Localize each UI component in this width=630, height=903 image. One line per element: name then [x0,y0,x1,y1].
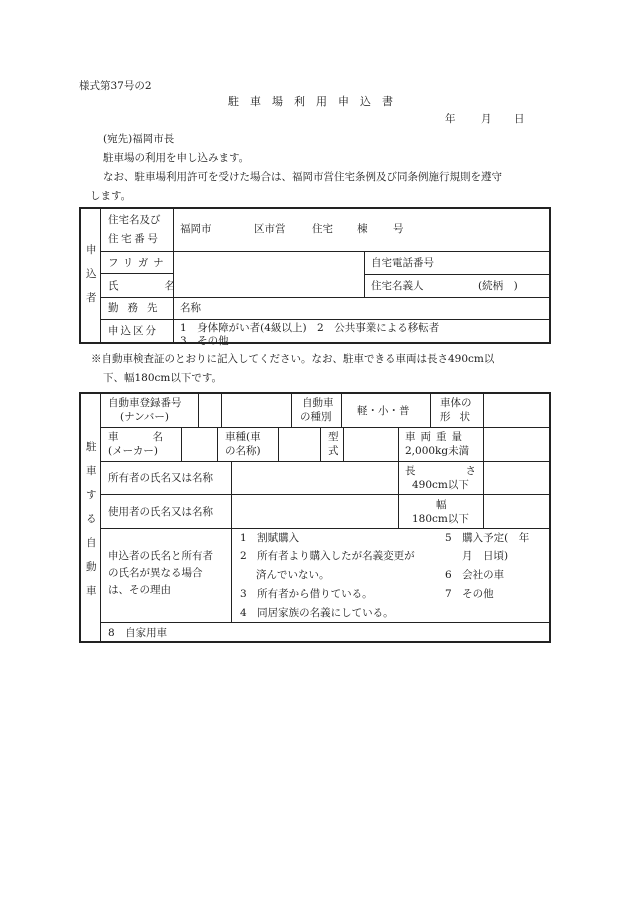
maker-label-1: 車名 [108,431,197,443]
table-line [483,392,484,427]
length-limit: 490cm以下 [412,479,469,491]
table-line [231,528,232,622]
date-year-label: 年 [445,113,456,125]
housing-jutaku: 住宅 [312,223,333,235]
table-line [398,427,399,461]
housing-label-2: 住宅番号 [108,233,161,245]
vehicle-section-label-3: す [86,489,97,501]
employer-name-label: 名称 [180,302,201,314]
maker-label-2: (メーカー) [108,445,158,457]
body-shape-label-2: 形状 [440,411,479,423]
housing-number: 号 [393,223,404,235]
table-line [320,427,321,461]
reason-3: 3 所有者から借りている。 [240,588,373,600]
table-line [430,392,431,427]
table-line [278,427,279,461]
housing-city: 福岡市 [180,223,212,235]
model-label-1: 車種(車 [225,431,261,443]
vehicle-section-label-4: る [86,513,97,525]
category-options-line-1: 1 身体障がい者(4級以上) 2 公共事業による移転者 [180,322,440,334]
reason-6: 6 会社の車 [445,569,505,581]
table-line [291,392,292,427]
vehicle-type-options: 軽・小・普 [357,405,410,417]
reason-1: 1 割賦購入 [240,532,300,544]
table-line [341,392,342,427]
page-title: 駐車場利用申込書 [228,95,404,108]
table-line [198,392,199,427]
vehicle-section-label-6: 動 [86,561,97,573]
owner-label: 所有者の氏名又は名称 [108,472,213,484]
table-line [173,207,174,344]
vehicle-type-label-1: 自動車 [302,397,334,409]
vehicle-type-label-2: の種別 [300,411,332,423]
housing-ward: 区市営 [254,223,286,235]
registration-label-2: (ナンバー) [120,411,169,423]
furigana-label: フリガナ [108,257,169,269]
table-line [100,319,550,320]
table-border [549,392,551,643]
reason-5b: 月 日頃) [462,550,509,562]
employer-label: 勤務先 [108,302,167,314]
user-label: 使用者の氏名又は名称 [108,506,213,518]
note-line-1: ※自動車検査証のとおりに記入してください。なお、駐車できる車両は長さ490cm以 [91,353,495,365]
applicant-section-label-3: 者 [86,292,97,304]
table-line [100,622,550,623]
width-limit: 180cm以下 [412,513,469,525]
registration-label-1: 自動車登録番号 [108,397,182,409]
weight-limit: 2,000kg未満 [405,445,470,457]
form-label-2: 式 [328,445,339,457]
table-border [79,392,81,643]
table-line [100,528,550,529]
housing-label-1: 住宅名及び [108,214,161,226]
category-options-line-2: 3 その他 [180,335,229,347]
housing-building: 棟 [357,223,368,235]
form-number: 様式第37号の2 [79,80,152,92]
note-line-2: 下、幅180cm以下です。 [103,372,223,384]
vehicle-section-label-5: 自 [86,537,97,549]
reason-7: 7 その他 [445,588,494,600]
table-border [79,641,551,643]
model-label-2: の名称) [225,445,261,457]
table-border [79,207,81,344]
reason-4: 4 同居家族の名義にしている。 [240,607,394,619]
width-label: 幅 [436,499,447,511]
table-line [364,251,365,298]
date-month-label: 月 [481,113,492,125]
vehicle-section-label-1: 駐 [86,441,97,453]
table-border [79,392,551,394]
reason-2a: 2 所有者より購入したが名義変更が [240,550,415,562]
date-day-label: 日 [514,113,525,125]
vehicle-section-label-7: 車 [86,585,97,597]
form-label-1: 型 [328,431,339,443]
table-line [100,392,101,643]
reason-5a: 5 購入予定( 年 [445,532,530,544]
table-border [79,207,551,209]
name-diff-label-3: は、その理由 [108,584,171,596]
relation-label: (続柄 ) [478,280,518,292]
table-line [100,297,550,298]
table-line [100,494,550,495]
name-diff-label-2: の氏名が異なる場合 [108,567,203,579]
table-line [100,207,101,344]
home-phone-label: 自宅電話番号 [371,257,434,269]
table-line [483,427,484,461]
name-label: 氏名 [108,280,221,292]
applicant-section-label-2: 込 [86,268,97,280]
table-border [79,342,551,344]
intro-line-1: 駐車場の利用を申し込みます。 [103,152,250,164]
vehicle-section-label-2: 車 [86,465,97,477]
table-line [100,273,173,274]
applicant-section-label-1: 申 [86,244,97,256]
reason-2b: 済んでいない。 [256,569,330,581]
table-line [100,251,550,252]
category-label: 申込区分 [108,325,158,337]
housing-holder-label: 住宅名義人 [371,280,424,292]
addressee: (宛先)福岡市長 [103,133,175,145]
name-diff-label-1: 申込者の氏名と所有者 [108,550,213,562]
body-shape-label-1: 車体の [440,397,472,409]
table-line [217,427,218,461]
table-line [343,427,344,461]
table-line [221,392,222,427]
table-border [549,207,551,344]
intro-line-3: します。 [90,190,132,202]
table-line [364,274,550,275]
reason-8: 8 自家用車 [108,627,168,639]
intro-line-2: なお、駐車場利用許可を受けた場合は、福岡市営住宅条例及び同条例施行規則を遵守 [103,171,502,183]
length-label: 長さ [405,465,526,477]
weight-label: 車両重量 [405,431,467,443]
